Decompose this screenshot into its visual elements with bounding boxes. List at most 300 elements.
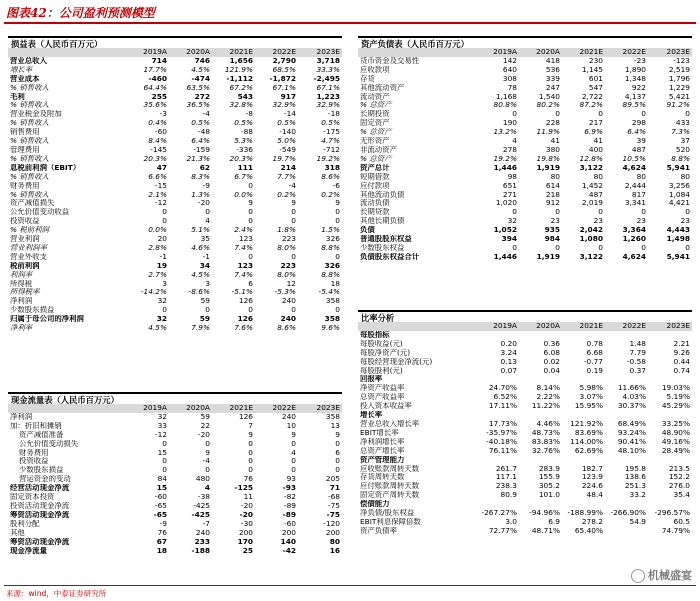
row-label: 销售费用 — [10, 128, 40, 137]
table-row — [8, 119, 342, 128]
cell-value: 326 — [324, 261, 340, 270]
cell-value: -3 — [159, 110, 167, 119]
table-row — [8, 173, 342, 182]
cell-value: 0.44 — [673, 357, 690, 366]
row-label: % 税前利润 — [10, 226, 49, 235]
cell-value: 0.5% — [277, 119, 296, 128]
cell-value: 32 — [157, 412, 167, 421]
cell-value: 651 — [502, 181, 517, 190]
cell-value: 3 — [162, 279, 167, 288]
cell-value: 1,168 — [495, 92, 517, 101]
table-row — [358, 527, 692, 536]
cell-value: -140 — [279, 128, 296, 137]
cell-value: 714 — [151, 56, 167, 65]
table-row — [358, 473, 692, 482]
cell-value — [519, 375, 562, 384]
row-label: 投入资本收益率 — [360, 402, 412, 411]
table-row — [358, 393, 692, 402]
cell-value — [605, 527, 648, 536]
row-label: 营业利润 — [10, 235, 40, 244]
cell-value: 8.0% — [277, 270, 296, 279]
cell-value: 37 — [680, 137, 690, 146]
row-label: % 销售收入 — [10, 172, 49, 181]
cell-value: 90.41% — [617, 437, 646, 446]
table-row — [358, 491, 692, 500]
cell-value: 6.9% — [584, 128, 603, 137]
row-label: 息税前利润（EBIT） — [10, 163, 81, 172]
table-row — [358, 93, 692, 102]
cell-value: -425 — [193, 501, 210, 510]
cell-value: 1,260 — [622, 235, 646, 244]
cell-value: 0 — [205, 466, 210, 475]
table-row — [358, 75, 692, 84]
column-header: 2020A — [169, 48, 212, 57]
cell-value: -88 — [240, 128, 253, 137]
cell-value: 5,941 — [666, 163, 690, 172]
cell-value: 140 — [280, 537, 296, 546]
balance-sheet-panel — [358, 36, 692, 262]
row-label: 加：折旧和摊销 — [10, 421, 62, 430]
row-label: 其他流动负债 — [360, 190, 405, 199]
cell-value: -296.57% — [654, 509, 690, 518]
cell-value: 18 — [156, 546, 167, 555]
cell-value: 5.0% — [277, 137, 296, 146]
row-label: 其他 — [10, 528, 25, 537]
cell-value: 394 — [501, 235, 517, 244]
cell-value: 83.83% — [531, 437, 560, 446]
cell-value: 23 — [550, 217, 560, 226]
row-label: 财务费用 — [19, 448, 49, 457]
cell-value: -8.6% — [188, 288, 210, 297]
cell-value: 3.24 — [500, 348, 517, 357]
row-label: 资产总计 — [360, 163, 390, 172]
cell-value: 33.3% — [316, 65, 340, 74]
cell-value: 4 — [512, 137, 517, 146]
column-header: 2022E — [605, 48, 648, 57]
cell-value: -4 — [202, 110, 210, 119]
cell-value — [605, 375, 648, 384]
cell-value: 67.1% — [316, 83, 340, 92]
cell-value: 78 — [507, 83, 517, 92]
column-header: 2023E — [298, 48, 342, 57]
cell-value: -159 — [193, 145, 210, 154]
row-label: 营业税金及附加 — [10, 110, 62, 119]
cell-value: -40.18% — [486, 437, 517, 446]
cell-value: 23 — [636, 217, 646, 226]
cell-value: 0 — [512, 110, 517, 119]
cell-value: 2,019 — [581, 199, 603, 208]
row-label: 净负债/股东权益 — [360, 509, 415, 518]
cashflow-statement-title: 现金流量表（人民币百万元） — [8, 392, 342, 404]
cell-value: 0.5% — [191, 119, 210, 128]
table-row — [8, 457, 342, 466]
cell-value — [562, 411, 605, 420]
cell-value: 6.6% — [148, 172, 167, 181]
column-header: 2019A — [476, 48, 519, 57]
cell-value: 24.70% — [488, 384, 517, 393]
cell-value: 0 — [512, 243, 517, 252]
cell-value: 2.22% — [536, 393, 560, 402]
cell-value: 4,443 — [666, 226, 690, 235]
cell-value: 111 — [237, 163, 253, 172]
cell-value: 223 — [280, 261, 296, 270]
cell-value: 39 — [636, 137, 646, 146]
cell-value: 5,421 — [668, 92, 690, 101]
cell-value: 0.19 — [586, 366, 603, 375]
cell-value: 121.9% — [224, 65, 253, 74]
cell-value: 170 — [237, 537, 253, 546]
cell-value: 59 — [200, 297, 210, 306]
cell-value: 318 — [324, 163, 340, 172]
cell-value: -6 — [332, 181, 340, 190]
cell-value: -68 — [327, 493, 340, 502]
row-label: 利润率 — [10, 270, 33, 279]
cell-value — [605, 331, 648, 340]
row-label: % 总资产 — [360, 154, 392, 163]
cell-value: 247 — [545, 83, 560, 92]
cell-value: -0.58 — [626, 357, 646, 366]
cell-value: 283.9 — [538, 464, 560, 473]
cell-value: 4,624 — [622, 252, 646, 261]
cell-value: 9 — [335, 199, 340, 208]
cell-value — [605, 456, 648, 465]
cell-value: 123 — [238, 235, 253, 244]
cell-value: 9.26 — [673, 348, 690, 357]
cell-value: 1,452 — [581, 181, 603, 190]
cell-value: 87.2% — [579, 101, 603, 110]
row-label: 净利润 — [10, 412, 33, 421]
cell-value — [648, 331, 692, 340]
cell-value: 520 — [675, 145, 690, 154]
cell-value: 17.73% — [488, 419, 517, 428]
column-header: 2022E — [255, 404, 298, 413]
table-header-row — [358, 322, 692, 331]
cell-value: 80.8% — [493, 101, 517, 110]
cell-value: 19 — [156, 261, 167, 270]
cell-value: -82 — [283, 493, 296, 502]
cell-value: 48.10% — [617, 446, 646, 455]
cell-value: 543 — [237, 92, 253, 101]
cell-value: 11.66% — [617, 384, 646, 393]
row-label: % 总资产 — [360, 128, 392, 137]
table-row — [358, 101, 692, 110]
cell-value: 0 — [555, 110, 560, 119]
cell-value: -93 — [282, 484, 296, 493]
cell-value: 917 — [280, 92, 296, 101]
row-label: 少数股东损益 — [10, 306, 55, 315]
cell-value: 32.9% — [272, 101, 296, 110]
cell-value — [519, 411, 562, 420]
row-label: 每股净资产(元) — [360, 348, 411, 357]
table-row — [8, 262, 342, 271]
cell-value — [562, 375, 605, 384]
table-row — [8, 199, 342, 208]
cell-value: -89 — [282, 510, 296, 519]
balance-sheet-table — [358, 48, 692, 262]
cell-value: 4,624 — [622, 163, 646, 172]
column-header: 2022E — [255, 48, 298, 57]
cell-value: 5.98% — [579, 384, 603, 393]
cell-value: 326 — [325, 235, 340, 244]
cell-value: 35.6% — [143, 101, 167, 110]
cell-value: 32 — [507, 217, 517, 226]
cell-value: 1,145 — [581, 65, 603, 74]
cell-value: 0 — [291, 306, 296, 315]
cell-value: 19.8% — [536, 154, 560, 163]
table-row — [358, 358, 692, 367]
cell-value — [476, 331, 519, 340]
table-row — [358, 110, 692, 119]
table-row — [358, 235, 692, 244]
cell-value: 8.4% — [148, 137, 167, 146]
cell-value: 11.22% — [531, 402, 560, 411]
cell-value — [519, 456, 562, 465]
cell-value: 8.8% — [671, 154, 690, 163]
row-label: 应付款项 — [360, 181, 390, 190]
table-row — [8, 57, 342, 66]
cell-value — [648, 411, 692, 420]
cell-value: -12 — [154, 430, 167, 439]
cell-value: 1.3% — [191, 190, 210, 199]
table-row — [8, 449, 342, 458]
cell-value: 126 — [238, 297, 253, 306]
table-row — [358, 173, 692, 182]
column-header: 2019A — [126, 404, 169, 413]
row-label: 每股收益(元) — [360, 339, 403, 348]
cell-value: 25 — [242, 546, 253, 555]
row-label: 经营活动现金净流 — [10, 484, 70, 493]
cell-value: 480 — [195, 475, 210, 484]
row-label: % 销售收入 — [10, 119, 49, 128]
cell-value: 358 — [324, 315, 340, 324]
row-label: 归属于母公司的净利润 — [10, 315, 84, 324]
cell-value: -9 — [202, 181, 210, 190]
row-label: 回报率 — [360, 375, 383, 384]
cell-value: 80.9 — [500, 491, 517, 500]
row-label: 总资产收益率 — [360, 393, 405, 402]
cell-value: -145 — [150, 145, 167, 154]
cell-value: 0 — [205, 439, 210, 448]
row-label: 毛利 — [10, 92, 25, 101]
cell-value: 195.8 — [624, 464, 646, 473]
cell-value: 36.5% — [186, 101, 210, 110]
cell-value: 32.76% — [531, 446, 560, 455]
cell-value: 3,718 — [316, 56, 340, 65]
cell-value: 7.6% — [234, 324, 253, 333]
cell-value: 41 — [550, 137, 560, 146]
ratio-analysis-table — [358, 322, 692, 536]
cell-value: 9.6% — [321, 324, 340, 333]
table-row — [8, 235, 342, 244]
cell-value: 0 — [248, 217, 253, 226]
cell-value: 7.4% — [234, 270, 253, 279]
cell-value: -20 — [197, 430, 210, 439]
table-row — [358, 119, 692, 128]
column-header: 2022E — [605, 322, 648, 331]
cell-value: 7 — [248, 421, 253, 430]
cell-value: -125 — [234, 484, 253, 493]
cell-value: 63.5% — [186, 83, 210, 92]
table-row — [358, 367, 692, 376]
cell-value: 433 — [675, 119, 690, 128]
table-row — [358, 420, 692, 429]
table-row — [358, 447, 692, 456]
cell-value: 1,446 — [493, 252, 517, 261]
cell-value: 9 — [248, 199, 253, 208]
cell-value: 200 — [325, 528, 340, 537]
cell-value: 0 — [162, 217, 167, 226]
cell-value: 0 — [248, 306, 253, 315]
row-label: 总资产增长率 — [360, 446, 405, 455]
cell-value: 230 — [588, 56, 603, 65]
cell-value: 2.4% — [234, 226, 253, 235]
row-label: 净资产收益率 — [360, 384, 405, 393]
row-label: 公允价值变动收益 — [10, 208, 70, 217]
cell-value: -15 — [154, 181, 167, 190]
table-row — [358, 66, 692, 75]
cell-value: 400 — [588, 145, 603, 154]
cell-value: 1,540 — [538, 92, 560, 101]
cell-value: 0 — [335, 306, 340, 315]
cell-value: -14 — [283, 110, 296, 119]
table-row — [8, 297, 342, 306]
cell-value: 240 — [281, 297, 296, 306]
table-row — [358, 128, 692, 137]
cell-value: 126 — [237, 315, 253, 324]
table-row — [358, 331, 692, 340]
cell-value: 8.8% — [321, 243, 340, 252]
table-row — [358, 438, 692, 447]
cell-value: 67.2% — [229, 83, 253, 92]
cell-value: 22 — [200, 421, 210, 430]
cell-value: 1,796 — [668, 74, 690, 83]
cell-value: 32.9% — [316, 101, 340, 110]
cell-value: 6.68 — [586, 348, 603, 357]
cell-value: 0 — [641, 243, 646, 252]
cell-value: 1,446 — [493, 163, 517, 172]
row-label: 财务费用 — [10, 181, 40, 190]
cell-value: 48.71% — [531, 526, 560, 535]
row-label: % 总资产 — [360, 101, 392, 110]
cell-value: -65 — [153, 510, 167, 519]
table-row — [8, 475, 342, 484]
cell-value: 2.1% — [148, 190, 167, 199]
cell-value: 45.29% — [661, 402, 690, 411]
cell-value: 62.69% — [574, 446, 603, 455]
cell-value: 17.7% — [143, 65, 167, 74]
row-label: 营运资金的变动 — [19, 475, 71, 484]
cell-value: 0.4% — [148, 119, 167, 128]
ratio-analysis-panel — [358, 310, 692, 536]
cell-value: -75 — [327, 501, 340, 510]
cell-value: 0 — [291, 466, 296, 475]
cell-value: 10 — [286, 421, 296, 430]
cell-value: 0 — [248, 252, 253, 261]
cell-value: 233 — [194, 537, 210, 546]
cell-value: 0 — [205, 208, 210, 217]
cell-value: -1 — [202, 252, 210, 261]
cell-value: 8.0% — [277, 243, 296, 252]
row-label: % 销售收入 — [10, 101, 49, 110]
cell-value: 0 — [555, 208, 560, 217]
cell-value: 7.4% — [234, 243, 253, 252]
cell-value: 0 — [685, 208, 690, 217]
table-row — [358, 375, 692, 384]
cell-value: 0 — [641, 208, 646, 217]
cell-value: 0 — [291, 208, 296, 217]
cell-value: 8.3% — [191, 172, 210, 181]
row-label: 每股股利(元) — [360, 366, 403, 375]
cell-value: 2,042 — [579, 226, 603, 235]
cell-value: -188 — [191, 546, 210, 555]
table-row — [358, 191, 692, 200]
cell-value: 68.5% — [272, 65, 296, 74]
row-label: 负债股东权益合计 — [360, 252, 420, 261]
table-row — [358, 402, 692, 411]
cell-value: 217 — [588, 119, 603, 128]
table-row — [358, 199, 692, 208]
cell-value: 30.37% — [617, 402, 646, 411]
table-row — [8, 110, 342, 119]
table-row — [8, 75, 342, 84]
cell-value: 67 — [156, 537, 167, 546]
cell-value: 0 — [291, 457, 296, 466]
cell-value: 276.0 — [668, 482, 690, 491]
table-row — [8, 146, 342, 155]
cell-value: -94.96% — [529, 509, 560, 518]
cell-value: -4 — [288, 181, 296, 190]
cell-value: 83.69% — [574, 428, 603, 437]
cell-value: 2,790 — [272, 56, 296, 65]
table-row — [8, 182, 342, 191]
cell-value: -20 — [239, 510, 253, 519]
table-row — [358, 226, 692, 235]
cell-value: -5.3% — [274, 288, 296, 297]
cell-value: 67.1% — [272, 83, 296, 92]
cell-value: 93 — [286, 475, 296, 484]
cell-value: 93.24% — [617, 428, 646, 437]
cell-value: 0.13 — [500, 357, 517, 366]
row-label: 税前利润 — [10, 261, 40, 270]
cell-value: 0 — [335, 466, 340, 475]
row-label: % 销售收入 — [10, 83, 49, 92]
cell-value: 20 — [157, 235, 167, 244]
cell-value: -123 — [673, 56, 690, 65]
cell-value: -266.90% — [610, 509, 646, 518]
row-label: 股利分配 — [10, 519, 40, 528]
cell-value: 65.40% — [574, 526, 603, 535]
cell-value: -48 — [197, 128, 210, 137]
cell-value: -12 — [154, 199, 167, 208]
cell-value — [648, 500, 692, 509]
cell-value: 76 — [157, 528, 167, 537]
cell-value: 117.1 — [495, 473, 517, 482]
cell-value — [648, 375, 692, 384]
cell-value: 9 — [248, 430, 253, 439]
row-label: 所得税 — [10, 279, 33, 288]
cell-value: 35.4 — [673, 491, 690, 500]
income-statement-title: 损益表（人民币百万元） — [8, 36, 342, 48]
cell-value: 1,919 — [536, 163, 560, 172]
cell-value: 298 — [631, 119, 646, 128]
cell-value — [562, 331, 605, 340]
cell-value: 80 — [550, 172, 560, 181]
table-row — [358, 217, 692, 226]
cell-value: 0 — [641, 110, 646, 119]
cell-value: -9 — [159, 519, 167, 528]
cell-value: 224.6 — [581, 482, 603, 491]
table-row — [8, 493, 342, 502]
